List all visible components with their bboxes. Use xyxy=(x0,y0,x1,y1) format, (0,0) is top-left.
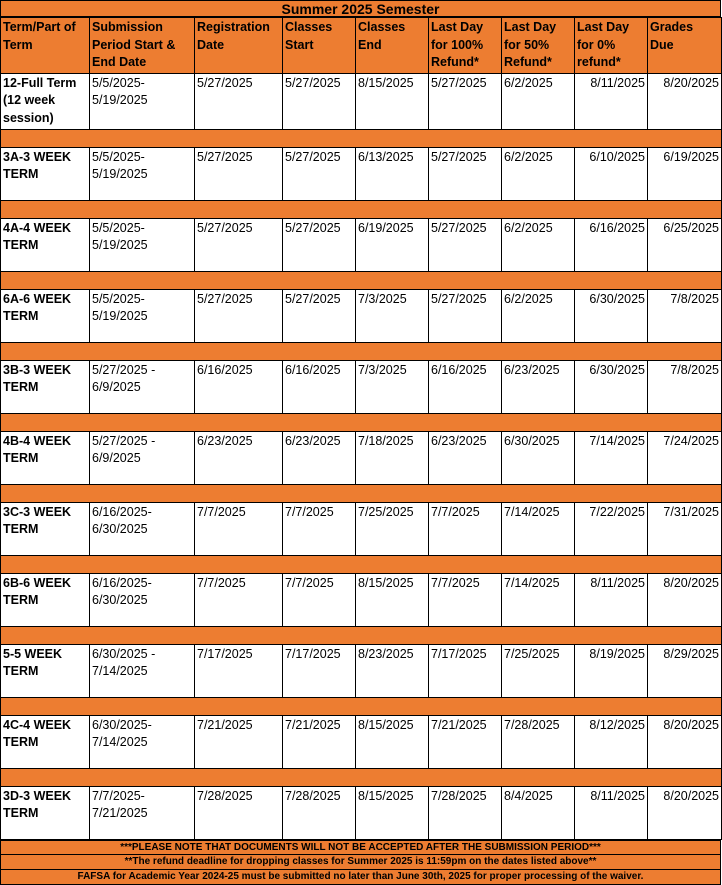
separator-band xyxy=(1,484,722,502)
date-cell: 6/30/2025 xyxy=(502,431,575,484)
footnote: FAFSA for Academic Year 2024-25 must be submitted no later than June 30th, 2025 for proper processing of the waiver. xyxy=(0,870,721,885)
date-cell: 7/17/2025 xyxy=(283,644,356,697)
date-cell: 5/27/2025 xyxy=(195,147,283,200)
date-cell: 7/18/2025 xyxy=(356,431,429,484)
date-cell: 6/2/2025 xyxy=(502,147,575,200)
column-header: Last Day for 100% Refund* xyxy=(429,18,502,74)
date-cell: 8/11/2025 xyxy=(575,786,648,839)
date-cell: 8/4/2025 xyxy=(502,786,575,839)
date-cell: 7/24/2025 xyxy=(648,431,722,484)
term-name-cell: 12-Full Term (12 week session) xyxy=(1,73,90,129)
table-row xyxy=(1,431,722,484)
separator-band xyxy=(1,697,722,715)
date-cell: 8/15/2025 xyxy=(356,715,429,768)
date-cell: 7/7/2025 xyxy=(429,573,502,626)
date-cell: 5/5/2025-5/19/2025 xyxy=(90,73,195,129)
date-cell: 7/3/2025 xyxy=(356,289,429,342)
sheet-title: Summer 2025 Semester xyxy=(0,0,721,17)
date-cell: 7/7/2025-7/21/2025 xyxy=(90,786,195,839)
date-cell: 5/27/2025 xyxy=(195,289,283,342)
date-cell: 6/16/2025-6/30/2025 xyxy=(90,502,195,555)
date-cell: 7/28/2025 xyxy=(502,715,575,768)
table-body xyxy=(1,73,722,839)
term-name-cell: 4C-4 WEEK TERM xyxy=(1,715,90,768)
term-name-cell: 3B-3 WEEK TERM xyxy=(1,360,90,413)
column-header: Classes End xyxy=(356,18,429,74)
date-cell: 7/8/2025 xyxy=(648,289,722,342)
separator-band xyxy=(1,555,722,573)
separator-band xyxy=(1,626,722,644)
row-separator xyxy=(1,413,722,431)
date-cell: 7/22/2025 xyxy=(575,502,648,555)
date-cell: 5/27/2025 - 6/9/2025 xyxy=(90,360,195,413)
column-header: Grades Due xyxy=(648,18,722,74)
date-cell: 6/19/2025 xyxy=(648,147,722,200)
header-row xyxy=(1,18,722,74)
term-name-cell: 6A-6 WEEK TERM xyxy=(1,289,90,342)
date-cell: 6/2/2025 xyxy=(502,289,575,342)
date-cell: 7/21/2025 xyxy=(429,715,502,768)
date-cell: 6/16/2025-6/30/2025 xyxy=(90,573,195,626)
date-cell: 6/2/2025 xyxy=(502,218,575,271)
date-cell: 8/29/2025 xyxy=(648,644,722,697)
date-cell: 7/21/2025 xyxy=(195,715,283,768)
row-separator xyxy=(1,626,722,644)
date-cell: 5/27/2025 xyxy=(429,218,502,271)
date-cell: 7/7/2025 xyxy=(429,502,502,555)
date-cell: 5/27/2025 xyxy=(195,73,283,129)
separator-band xyxy=(1,129,722,147)
date-cell: 6/13/2025 xyxy=(356,147,429,200)
date-cell: 6/16/2025 xyxy=(575,218,648,271)
date-cell: 6/23/2025 xyxy=(429,431,502,484)
date-cell: 5/5/2025-5/19/2025 xyxy=(90,147,195,200)
table-row xyxy=(1,218,722,271)
separator-band xyxy=(1,342,722,360)
table-row xyxy=(1,73,722,129)
date-cell: 5/27/2025 xyxy=(429,147,502,200)
column-header: Last Day for 50% Refund* xyxy=(502,18,575,74)
date-cell: 7/17/2025 xyxy=(429,644,502,697)
table-row xyxy=(1,786,722,839)
date-cell: 7/7/2025 xyxy=(283,573,356,626)
date-cell: 7/14/2025 xyxy=(575,431,648,484)
date-cell: 8/15/2025 xyxy=(356,786,429,839)
date-cell: 7/14/2025 xyxy=(502,573,575,626)
date-cell: 5/27/2025 xyxy=(283,218,356,271)
date-cell: 5/5/2025-5/19/2025 xyxy=(90,218,195,271)
date-cell: 7/8/2025 xyxy=(648,360,722,413)
separator-band xyxy=(1,200,722,218)
date-cell: 7/28/2025 xyxy=(283,786,356,839)
notes-section xyxy=(0,840,721,885)
row-separator xyxy=(1,271,722,289)
date-cell: 7/31/2025 xyxy=(648,502,722,555)
date-cell: 8/15/2025 xyxy=(356,73,429,129)
date-cell: 8/19/2025 xyxy=(575,644,648,697)
column-header: Term/Part of Term xyxy=(1,18,90,74)
row-separator xyxy=(1,555,722,573)
date-cell: 8/20/2025 xyxy=(648,715,722,768)
table-row xyxy=(1,147,722,200)
term-name-cell: 3A-3 WEEK TERM xyxy=(1,147,90,200)
row-separator xyxy=(1,697,722,715)
date-cell: 6/16/2025 xyxy=(283,360,356,413)
row-separator xyxy=(1,768,722,786)
date-cell: 6/23/2025 xyxy=(283,431,356,484)
date-cell: 5/27/2025 xyxy=(283,289,356,342)
date-cell: 8/20/2025 xyxy=(648,73,722,129)
footnote: **The refund deadline for dropping classes for Summer 2025 is 11:59pm on the dates listed above** xyxy=(0,855,721,870)
date-cell: 7/25/2025 xyxy=(356,502,429,555)
date-cell: 6/10/2025 xyxy=(575,147,648,200)
date-cell: 5/27/2025 xyxy=(429,73,502,129)
column-header: Classes Start xyxy=(283,18,356,74)
date-cell: 7/3/2025 xyxy=(356,360,429,413)
date-cell: 6/23/2025 xyxy=(502,360,575,413)
date-cell: 7/14/2025 xyxy=(502,502,575,555)
separator-band xyxy=(1,768,722,786)
date-cell: 6/16/2025 xyxy=(429,360,502,413)
date-cell: 8/11/2025 xyxy=(575,573,648,626)
separator-band xyxy=(1,271,722,289)
term-name-cell: 6B-6 WEEK TERM xyxy=(1,573,90,626)
date-cell: 6/23/2025 xyxy=(195,431,283,484)
date-cell: 5/5/2025-5/19/2025 xyxy=(90,289,195,342)
date-cell: 8/20/2025 xyxy=(648,573,722,626)
date-cell: 7/28/2025 xyxy=(429,786,502,839)
term-name-cell: 3D-3 WEEK TERM xyxy=(1,786,90,839)
row-separator xyxy=(1,129,722,147)
date-cell: 5/27/2025 xyxy=(195,218,283,271)
date-cell: 6/30/2025-7/14/2025 xyxy=(90,715,195,768)
separator-band xyxy=(1,413,722,431)
date-cell: 6/16/2025 xyxy=(195,360,283,413)
date-cell: 6/25/2025 xyxy=(648,218,722,271)
date-cell: 8/11/2025 xyxy=(575,73,648,129)
term-name-cell: 5-5 WEEK TERM xyxy=(1,644,90,697)
date-cell: 7/28/2025 xyxy=(195,786,283,839)
date-cell: 8/12/2025 xyxy=(575,715,648,768)
date-cell: 5/27/2025 xyxy=(429,289,502,342)
row-separator xyxy=(1,342,722,360)
date-cell: 5/27/2025 - 6/9/2025 xyxy=(90,431,195,484)
row-separator xyxy=(1,200,722,218)
table-row xyxy=(1,360,722,413)
date-cell: 8/15/2025 xyxy=(356,573,429,626)
date-cell: 5/27/2025 xyxy=(283,73,356,129)
date-cell: 6/30/2025 xyxy=(575,289,648,342)
term-name-cell: 4A-4 WEEK TERM xyxy=(1,218,90,271)
column-header: Submission Period Start & End Date xyxy=(90,18,195,74)
table-row xyxy=(1,573,722,626)
date-cell: 7/7/2025 xyxy=(283,502,356,555)
date-cell: 7/25/2025 xyxy=(502,644,575,697)
column-header: Last Day for 0% refund* xyxy=(575,18,648,74)
term-schedule-table xyxy=(0,17,722,840)
date-cell: 7/17/2025 xyxy=(195,644,283,697)
date-cell: 6/30/2025 xyxy=(575,360,648,413)
date-cell: 7/21/2025 xyxy=(283,715,356,768)
date-cell: 7/7/2025 xyxy=(195,573,283,626)
table-row xyxy=(1,502,722,555)
date-cell: 8/20/2025 xyxy=(648,786,722,839)
footnote: ***PLEASE NOTE THAT DOCUMENTS WILL NOT BE ACCEPTED AFTER THE SUBMISSION PERIOD*** xyxy=(0,840,721,855)
table-row xyxy=(1,289,722,342)
date-cell: 7/7/2025 xyxy=(195,502,283,555)
row-separator xyxy=(1,484,722,502)
table-row xyxy=(1,644,722,697)
date-cell: 8/23/2025 xyxy=(356,644,429,697)
date-cell: 6/2/2025 xyxy=(502,73,575,129)
date-cell: 5/27/2025 xyxy=(283,147,356,200)
term-name-cell: 3C-3 WEEK TERM xyxy=(1,502,90,555)
date-cell: 6/19/2025 xyxy=(356,218,429,271)
table-row xyxy=(1,715,722,768)
column-header: Registration Date xyxy=(195,18,283,74)
term-name-cell: 4B-4 WEEK TERM xyxy=(1,431,90,484)
date-cell: 6/30/2025 - 7/14/2025 xyxy=(90,644,195,697)
